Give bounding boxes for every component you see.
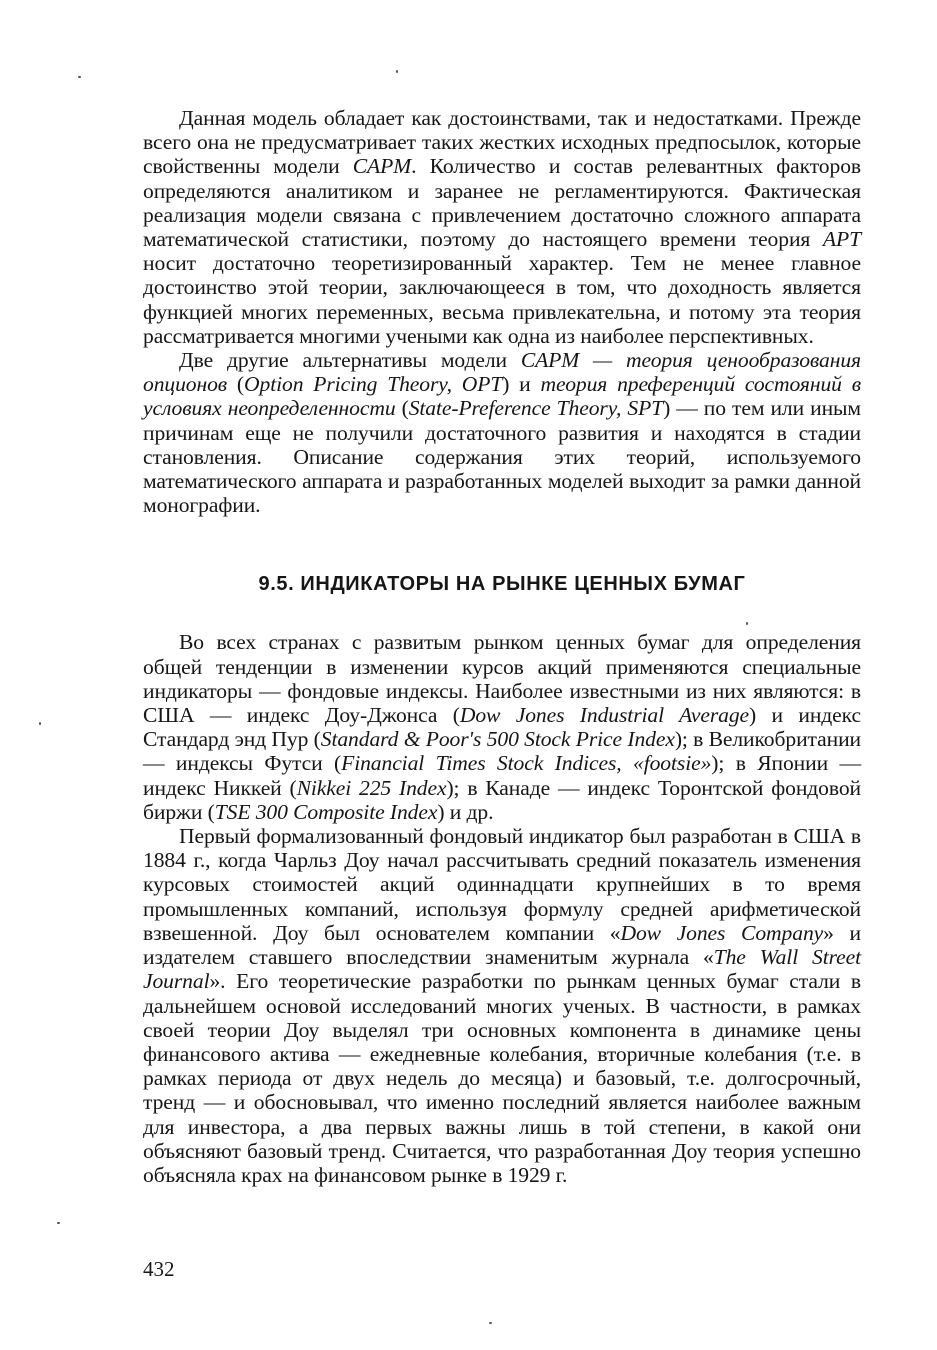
paragraph-apt-model	[143, 106, 861, 348]
text-italic: TSE 300 Composite Index	[214, 799, 438, 824]
text: . Количество и состав релевантных факторов определяются аналитиком и заранее не регламентируются. Фактическая реализация модели связана с привлечением достаточно сложного аппарата математической статистики, поэтому до настоящего времени теория	[143, 154, 861, 252]
text-italic: APT	[822, 227, 861, 252]
text: » и издателем ставшего впоследствии знаменитым журнала «	[143, 920, 862, 970]
text: (	[227, 372, 245, 397]
text: Во всех странах с развитым рынком ценных бумаг для определения общей тенденции в изменении курсов акций применяются специальные индикаторы — фондовые индексы. Наиболее известными из них являются: в США — индекс Доу-Джонса (	[143, 630, 861, 728]
text: ); в Японии — индекс Никкей (	[143, 751, 861, 800]
paragraph-stock-indices	[143, 630, 861, 824]
page-body	[143, 106, 861, 1187]
scan-speck	[396, 70, 398, 73]
text: Две другие альтернативы модели	[179, 348, 521, 373]
text: Первый формализованный фондовый индикатор был разработан в США в 1884 г., когда Чарльз Доу начал рассчитывать средний показатель изменения курсовых стоимостей акций одиннадцати крупнейших в то время промышленных компаний, используя формулу средней арифметической взвешенной. Доу был основателем компании «	[143, 824, 861, 945]
text-italic: State-Preference Theory, SPT	[408, 396, 664, 421]
scan-speck	[39, 722, 41, 725]
text: ) и индекс Стандард энд Пур (	[143, 703, 862, 752]
paragraph-dow-theory	[143, 824, 861, 1187]
text-italic: CAPM — теория ценообразования опционов	[143, 348, 861, 397]
text-italic: Dow Jones Company	[620, 920, 824, 945]
scan-speck	[489, 1322, 492, 1324]
text-italic: CAPM	[352, 154, 412, 179]
text-italic: Standard & Poor's 500 Stock Price Index	[320, 727, 675, 752]
section-heading: 9.5. ИНДИКАТОРЫ НА РЫНКЕ ЦЕННЫХ БУМАГ	[258, 573, 746, 596]
text-italic: The Wall Street Journal	[143, 945, 861, 994]
text-italic: Option Pricing Theory, OPT	[244, 372, 503, 397]
text: ) и	[502, 372, 541, 397]
text: Данная модель обладает как достоинствами, так и недостатками. Прежде всего она не предусматривает таких жестких исходных предпосылок, которые свойственны модели	[143, 106, 861, 179]
text-italic: Dow Jones Industrial Average	[459, 703, 750, 728]
text: ». Его теоретические разработки по рынкам ценных бумаг стали в дальнейшем основой исследований многих ученых. В частности, в рамках своей теории Доу выделял три основных компонента в динамике цены финансового актива — ежедневные колебания, вторичные колебания (т.е. в рамках периода от двух недель до месяца) и базовый, т.е. долгосрочный, тренд — и обосновывал, что именно последний является наиболее важным для инвестора, а два первых важны лишь в той степени, в какой они объясняют базовый тренд. Считается, что разработанная Доу теория успешно объясняла крах на финансовом рынке в 1929 г.	[143, 969, 861, 1187]
text-italic: Financial Times Stock Indices, «footsie»	[341, 751, 712, 776]
text: ); в Великобритании — индексы Футси (	[143, 727, 861, 776]
scan-speck	[78, 76, 81, 78]
scan-speck	[57, 1222, 60, 1224]
text: (	[395, 396, 409, 421]
page-number: 432	[143, 1257, 175, 1281]
text: ) и др.	[437, 799, 494, 824]
text-italic: теория преференций состояний в условиях неопределенности	[143, 372, 861, 421]
text: ) — по тем или иным причинам еще не получили достаточного развития и находятся в стадии становления. Описание содержания этих теорий, используемого математического аппарата и разработанных моделей выходит за рамки данной монографии.	[143, 396, 861, 518]
text: ); в Канаде — индекс Торонтской фондовой биржи (	[143, 775, 861, 824]
text-italic: Nikkei 225 Index	[296, 775, 447, 800]
text: носит достаточно теоретизированный характер. Тем не менее главное достоинство этой теории, заключающееся в том, что доходность является функцией многих переменных, весьма привлекательна, и потому эта теория рассматривается многими учеными как одна из наиболее перспективных.	[143, 251, 861, 348]
paragraph-alternatives	[143, 348, 861, 517]
